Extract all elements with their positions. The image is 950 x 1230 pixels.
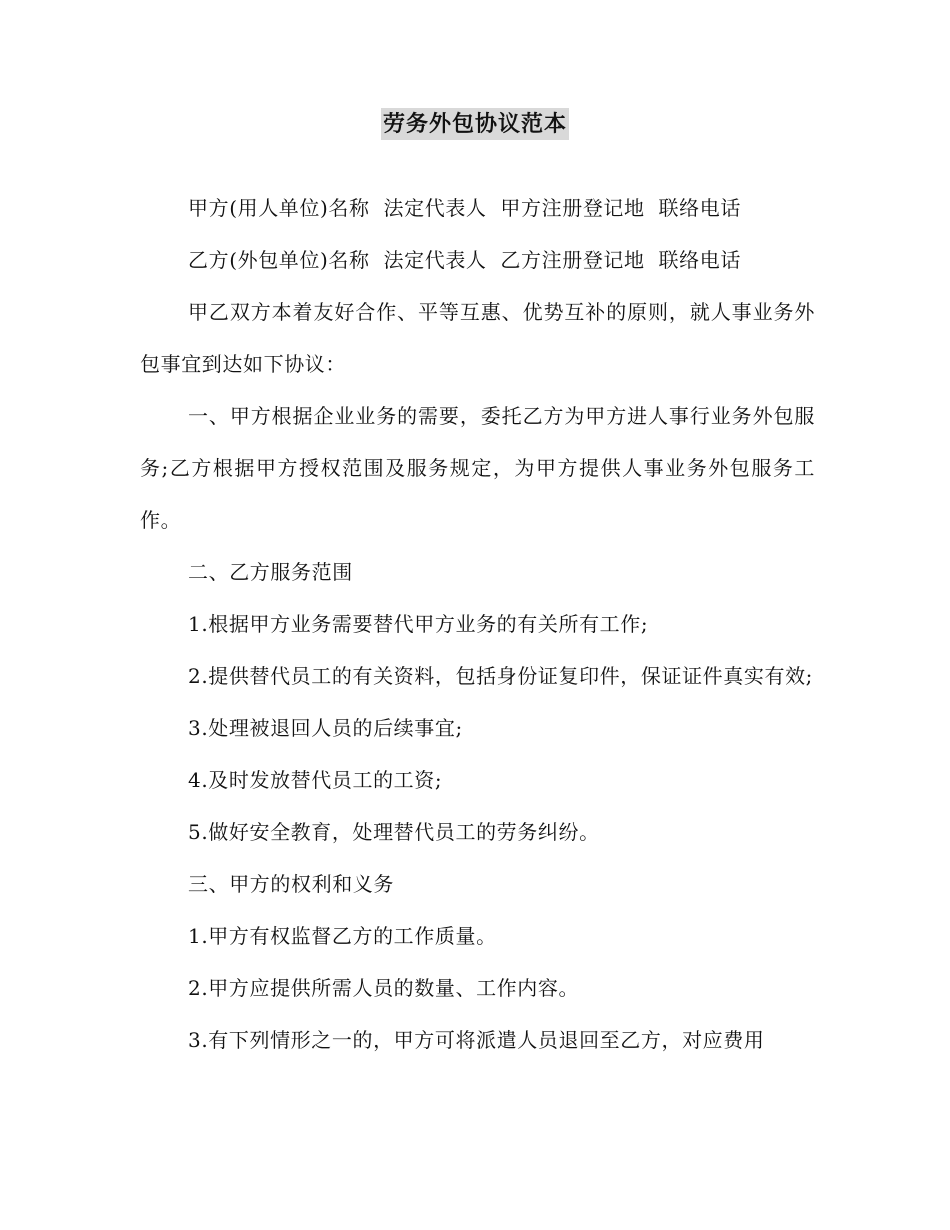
heading-clause-3: 三、甲方的权利和义务 [188,872,394,896]
list-item: 4.及时发放替代员工的工资; [188,768,443,792]
document-title: 劳务外包协议范本 [381,108,569,140]
title-container [0,108,950,140]
list-item: 1.根据甲方业务需要替代甲方业务的有关所有工作; [188,612,649,636]
list-item: 1.甲方有权监督乙方的工作质量。 [188,924,497,948]
list-item: 3.处理被退回人员的后续事宜; [188,716,463,740]
paragraph-party-a: 甲方(用人单位)名称 法定代表人 甲方注册登记地 联络电话 [188,196,741,220]
paragraph-clause-1: 一、甲方根据企业业务的需要，委托乙方为甲方进人事行业务外包服务;乙方根据甲方授权范围及服务规定，为甲方提供人事业务外包服务工作。 [140,404,815,532]
paragraph-party-b: 乙方(外包单位)名称 法定代表人 乙方注册登记地 联络电话 [188,248,741,272]
document-body [140,182,815,1066]
list-item: 2.提供替代员工的有关资料，包括身份证复印件，保证证件真实有效; [188,664,814,688]
paragraph-preamble: 甲乙双方本着友好合作、平等互惠、优势互补的原则，就人事业务外包事宜到达如下协议： [140,300,815,376]
list-item: 2.甲方应提供所需人员的数量、工作内容。 [188,976,580,1000]
list-item: 5.做好安全教育，处理替代员工的劳务纠纷。 [188,820,600,844]
heading-clause-2: 二、乙方服务范围 [188,560,353,584]
list-item: 3.有下列情形之一的，甲方可将派遣人员退回至乙方，对应费用 [188,1028,765,1052]
